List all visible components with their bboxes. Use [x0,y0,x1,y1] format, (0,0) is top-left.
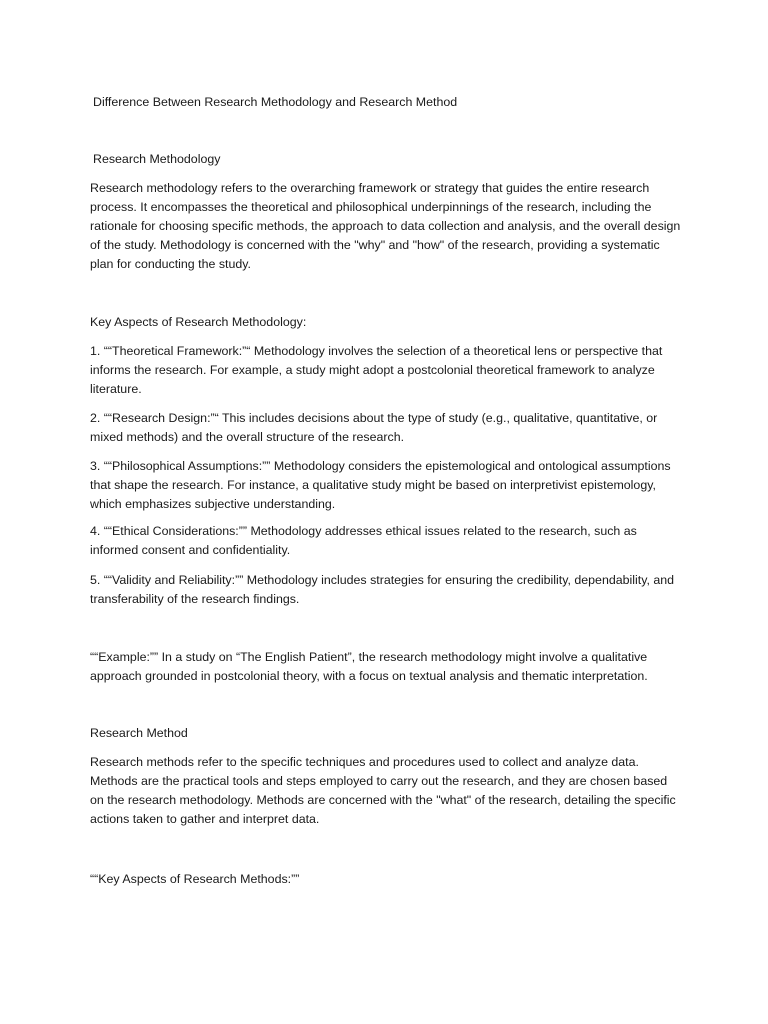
example-paragraph: ““Example:”” In a study on “The English Patient”, the research methodology might involve a qualitative approach grounded in postcolonial theory, with a focus on textual analysis and thematic interpretation. [90,650,648,683]
aspect-item-philosophical-assumptions: 3. ““Philosophical Assumptions:”” Methodology considers the epistemological and ontological assumptions that shape the research. For instance, a qualitative study might be based on interpretivist epistemology, which emphasizes subjective understanding. [90,459,671,511]
key-methods-heading: ““Key Aspects of Research Methods:”” [90,872,300,886]
aspect-item-validity-reliability: 5. ““Validity and Reliability:”” Methodology includes strategies for ensuring the credibility, dependability, and transferability of the research findings. [90,573,675,606]
aspect-item-research-design: 2. ““Research Design:”“ This includes decisions about the type of study (e.g., qualitative, quantitative, or mixed methods) and the overall structure of the research. [90,411,658,444]
aspect-item-theoretical-framework: 1. ““Theoretical Framework:”“ Methodology involves the selection of a theoretical lens or perspective that informs the research. For example, a study might adopt a postcolonial theoretical framework to analyze literature. [90,344,663,396]
section-heading-methodology: Research Methodology [93,152,221,166]
method-paragraph: Research methods refer to the specific techniques and procedures used to collect and analyze data. Methods are the practical tools and steps employed to carry out the research, and they are chosen based on the research methodology. Methods are concerned with the "what" of the research, detailing the specific actions taken to gather and interpret data. [90,755,676,826]
methodology-paragraph: Research methodology refers to the overarching framework or strategy that guides the entire research process. It encompasses the theoretical and philosophical underpinnings of the research, including the rationale for choosing specific methods, the approach to data collection and analysis, and the overall design of the study. Methodology is concerned with the "why" and "how" of the research, providing a systematic plan for conducting the study. [90,181,681,271]
aspect-item-ethical-considerations: 4. ““Ethical Considerations:”” Methodology addresses ethical issues related to the research, such as informed consent and confidentiality. [90,524,637,557]
key-aspects-heading: Key Aspects of Research Methodology: [90,315,307,329]
document-title: Difference Between Research Methodology and Research Method [93,95,458,109]
section-heading-method: Research Method [90,726,188,740]
